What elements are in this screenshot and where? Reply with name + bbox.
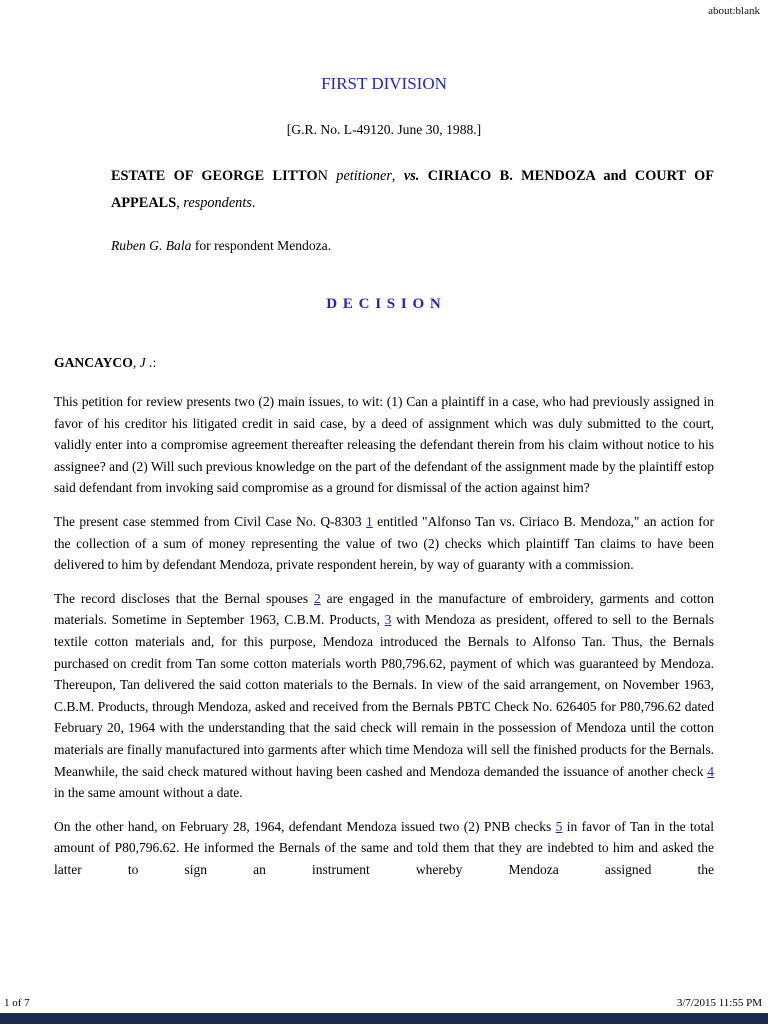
text-segment: respondents xyxy=(183,195,252,211)
division-heading: FIRST DIVISION xyxy=(321,74,447,93)
bottom-bar xyxy=(0,1013,768,1024)
text-segment: .: xyxy=(145,355,157,370)
text-segment: The present case stemmed from Civil Case No. Q-8303 xyxy=(54,513,367,529)
footnote-link[interactable]: 5 xyxy=(555,818,563,834)
text-segment: CIRIACO B. MENDOZA and COURT OF APPEALS xyxy=(111,168,714,211)
text-segment: . xyxy=(251,195,256,211)
footnote-link[interactable]: 3 xyxy=(384,612,392,628)
text-segment: in the same amount without a date. xyxy=(54,785,243,801)
text-segment: This petition for review presents two (2) main issues, to wit: (1) Can a plaintiff in a case, who had previously assigned in favor of his creditor his litigated credit in said case, by a deed of assignment which was duly submitted to the court, validly enter into a compromise agreement thereafter releasing the defendant therein from his claim without notice to his assignee? and (2) Will such previous knowledge on the part of the defendant of the assignment made by the plaintiff estop said defendant from invoking said compromise as a ground for dismissal of the action against him? xyxy=(54,394,714,496)
footnote-link[interactable]: 2 xyxy=(314,590,321,606)
decision-paragraph xyxy=(54,391,714,499)
page-number: 1 of 7 xyxy=(4,997,30,1009)
counsel-line xyxy=(54,238,714,254)
case-title xyxy=(54,163,714,217)
text-segment: are engaged in the manufacture of embroidery, garments and cotton materials. Sometime in September 1963, C.B.M. Products, xyxy=(54,590,714,628)
print-header-url: about:blank xyxy=(708,5,760,17)
text-segment: J xyxy=(139,355,146,370)
text-segment: vs. xyxy=(403,168,420,184)
footnote-link[interactable]: 1 xyxy=(366,513,373,529)
decision-paragraph xyxy=(54,588,714,804)
decision-paragraph xyxy=(54,816,714,881)
text-segment: Ruben G. Bala xyxy=(111,238,192,253)
text-segment: with Mendoza as president, offered to sell to the Bernals textile cotton materials and, for this purpose, Mendoza introduced the Bernals to Alfonso Tan. Thus, the Bernals purchased on credit from Tan some cotton materials worth P80,796.62, payment of which was guaranteed by Mendoza. Thereupon, Tan delivered the said cotton materials to the Bernals. In view of the said arrangement, on November 1963, C.B.M. Products, through Mendoza, asked and received from the Bernals PBTC Check No. 626405 for P80,796.62 dated February 20, 1964 with the understanding that the said check will remain in the possession of Mendoza until the cotton materials are finally manufactured into garments after which time Mendoza will sell the finished products for the Bernals. Meanwhile, the said check matured without having been cashed and Mendoza demanded the issuance of another check xyxy=(54,612,714,779)
footnote-link[interactable]: 4 xyxy=(707,763,714,779)
case-citation: [G.R. No. L-49120. June 30, 1988.] xyxy=(286,122,482,137)
print-timestamp: 3/7/2015 11:55 PM xyxy=(676,997,762,1009)
decision-paragraph xyxy=(54,511,714,576)
text-segment: petitioner xyxy=(336,168,392,184)
ponente-line xyxy=(54,355,714,371)
text-segment: N xyxy=(317,168,337,184)
decision-heading: D E C I S I O N xyxy=(326,296,442,312)
text-segment: entitled "Alfonso Tan vs. Ciriaco B. Mendoza," an action for the collection of a sum of money representing the value of two (2) checks which plaintiff Tan claims to have been delivered to him by defendant Mendoza, private respondent herein, by way of guaranty with a commission. xyxy=(54,513,714,573)
text-segment: , xyxy=(391,168,404,184)
text-segment: The record discloses that the Bernal spouses xyxy=(54,590,314,606)
text-segment: On the other hand, on February 28, 1964, defendant Mendoza issued two (2) PNB checks xyxy=(54,818,556,834)
text-segment: in favor of Tan in the total amount of P80,796.62. He informed the Bernals of the same and told them that they are indebted to him and asked the latter to sign an instrument whereby Mendoza assigned the xyxy=(54,818,714,877)
text-segment: , xyxy=(176,195,184,211)
text-segment: for respondent Mendoza. xyxy=(191,238,332,253)
text-segment: , xyxy=(132,355,140,370)
text-segment: GANCAYCO xyxy=(54,355,133,370)
text-segment xyxy=(419,168,427,184)
text-segment: ESTATE OF GEORGE LITTO xyxy=(111,168,318,184)
